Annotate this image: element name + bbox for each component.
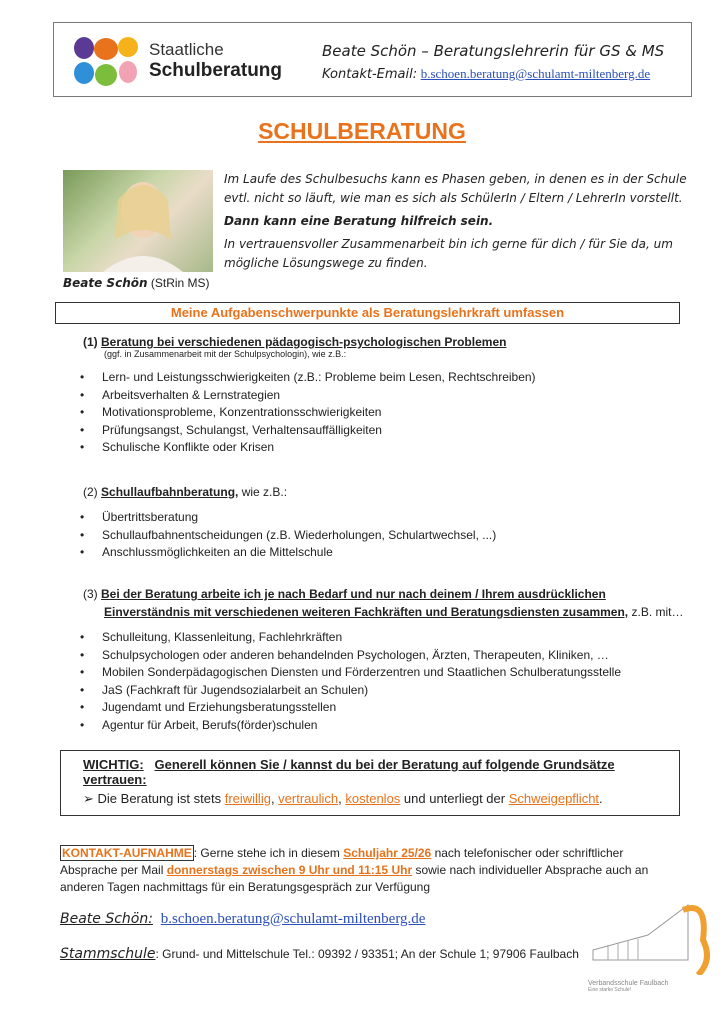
caption-role: (StRin MS) xyxy=(150,276,210,290)
list-item: • Schulische Konflikte oder Krisen xyxy=(60,439,710,457)
list-item: • Arbeitsverhalten & Lernstrategien xyxy=(60,387,710,405)
section-title-cont: Einverständnis mit verschiedenen weiteren Fachkräften und Beratungsdiensten zusammen, xyxy=(104,605,629,619)
school-logo-text: Verbandsschule Faulbach xyxy=(588,980,669,987)
section-subtitle: (ggf. in Zusammenarbeit mit der Schulpsychologin), wie z.B.: xyxy=(104,349,347,359)
list-item: • Prüfungsangst, Schulangst, Verhaltensauffälligkeiten xyxy=(60,422,710,440)
person-photo-icon xyxy=(63,170,213,272)
list-item: • Mobilen Sonderpädagogischen Diensten und Förderzentren und Staatlichen Schulberatungsstelle xyxy=(60,664,710,682)
school-logo xyxy=(588,900,718,1000)
intro-p2: Dann kann eine Beratung hilfreich sein. xyxy=(224,214,494,228)
footer-email-link[interactable]: b.schoen.beratung@schulamt-miltenberg.de xyxy=(160,911,426,927)
logo-line2: Schulberatung xyxy=(149,60,283,81)
section-number: (3) xyxy=(83,587,98,601)
keyword: vertraulich xyxy=(278,791,339,806)
list-item: • Motivationsprobleme, Konzentrationsschwierigkeiten xyxy=(60,404,710,422)
focus-heading: Meine Aufgabenschwerpunkte als Beratungslehrkraft umfassen xyxy=(55,302,680,324)
schulberatung-logo-icon xyxy=(72,35,140,87)
school-info: : Grund- und Mittelschule Tel.: 09392 / 93351; An der Schule 1; 97906 Faulbach xyxy=(155,947,579,961)
name-role: Beate Schön – Beratungslehrerin für GS & MS xyxy=(322,42,665,60)
text: , xyxy=(338,791,346,806)
section-2 xyxy=(60,485,710,562)
text: sowie nach individueller Absprache auch an anderen Tagen nachmittags für ein Beratungsgespräch zur Verfügung xyxy=(60,863,649,894)
list-item: • Schulleitung, Klassenleitung, Fachlehrkräften xyxy=(60,629,710,647)
keyword: Schweigepflicht xyxy=(508,791,600,806)
school-label: Stammschule xyxy=(60,946,156,962)
intro-p1: Im Laufe des Schulbesuchs kann es Phasen geben, in denen es in der Schule evtl. nicht so läuft, wie man es sich als SchülerIn / Eltern / LehrerIn vorstellt. xyxy=(224,172,687,205)
school-year: Schuljahr 25/26 xyxy=(343,846,432,860)
header-box xyxy=(53,22,692,97)
important-heading: Generell können Sie / kannst du bei der Beratung auf folgende Grundsätze vertrauen: xyxy=(83,757,615,787)
text: nach telefonischer oder schriftlicher Absprache per Mail xyxy=(60,846,624,877)
logo-line1: Staatliche xyxy=(149,40,224,59)
list-item: • JaS (Fachkraft für Jugendsozialarbeit an Schulen) xyxy=(60,682,710,700)
list-item: • Agentur für Arbeit, Berufs(förder)schulen xyxy=(60,717,710,735)
list-item: • Jugendamt und Erziehungsberatungsstellen xyxy=(60,699,710,717)
important-box xyxy=(60,750,680,816)
school-logo-slogan: Eine starke Schule! xyxy=(588,987,632,993)
contact-label: KONTAKT-AUFNAHME xyxy=(62,846,192,860)
section-suffix: z.B. mit… xyxy=(628,605,684,619)
important-label: WICHTIG: xyxy=(83,757,144,772)
caption-name: Beate Schön xyxy=(63,276,148,290)
footer-name: Beate Schön: xyxy=(60,911,153,927)
keyword: kostenlos xyxy=(345,791,401,806)
keyword: freiwillig xyxy=(224,791,271,806)
list-item: • Übertrittsberatung xyxy=(60,509,710,527)
text: . xyxy=(599,791,603,806)
text: und unterliegt der xyxy=(400,791,509,806)
arrow-bullet-icon: ➢ xyxy=(83,791,94,806)
school-building-icon xyxy=(588,900,718,975)
text: : Gerne stehe ich in diesem xyxy=(193,846,344,860)
list-item: • Schullaufbahnentscheidungen (z.B. Wiederholungen, Schulartwechsel, ...) xyxy=(60,527,710,545)
page-title: SCHULBERATUNG xyxy=(258,118,466,144)
list-item: • Anschlussmöglichkeiten an die Mittelschule xyxy=(60,544,710,562)
section-suffix: wie z.B.: xyxy=(238,485,288,499)
intro-p3: In vertrauensvoller Zusammenarbeit bin ich gerne für dich / für Sie da, um mögliche Lösungswege zu finden. xyxy=(224,237,673,270)
section-3 xyxy=(60,585,710,734)
section-title: Bei der Beratung arbeite ich je nach Bedarf und nur nach deinem / Ihrem ausdrücklichen xyxy=(101,587,606,601)
contact-paragraph xyxy=(60,845,660,896)
contact-label: Kontakt-Email: xyxy=(322,67,418,82)
section-number: (1) xyxy=(83,335,98,349)
section-1 xyxy=(60,335,710,457)
section-title: Schullaufbahnberatung, xyxy=(101,485,239,499)
office-hours: donnerstags zwischen 9 Uhr und 11:15 Uhr xyxy=(166,863,413,877)
header-email-link[interactable]: b.schoen.beratung@schulamt-miltenberg.de xyxy=(420,66,651,81)
portrait-photo xyxy=(63,170,213,272)
list-item: • Lern- und Leistungsschwierigkeiten (z.B.: Probleme beim Lesen, Rechtschreiben) xyxy=(60,369,710,387)
text: , xyxy=(270,791,279,806)
text: Die Beratung ist stets xyxy=(97,791,225,806)
section-title: Beratung bei verschiedenen pädagogisch-psychologischen Problemen xyxy=(101,335,507,349)
section-number: (2) xyxy=(83,485,98,499)
list-item: • Schulpsychologen oder anderen behandelnden Psychologen, Ärzten, Therapeuten, Kliniken, … xyxy=(60,647,710,665)
